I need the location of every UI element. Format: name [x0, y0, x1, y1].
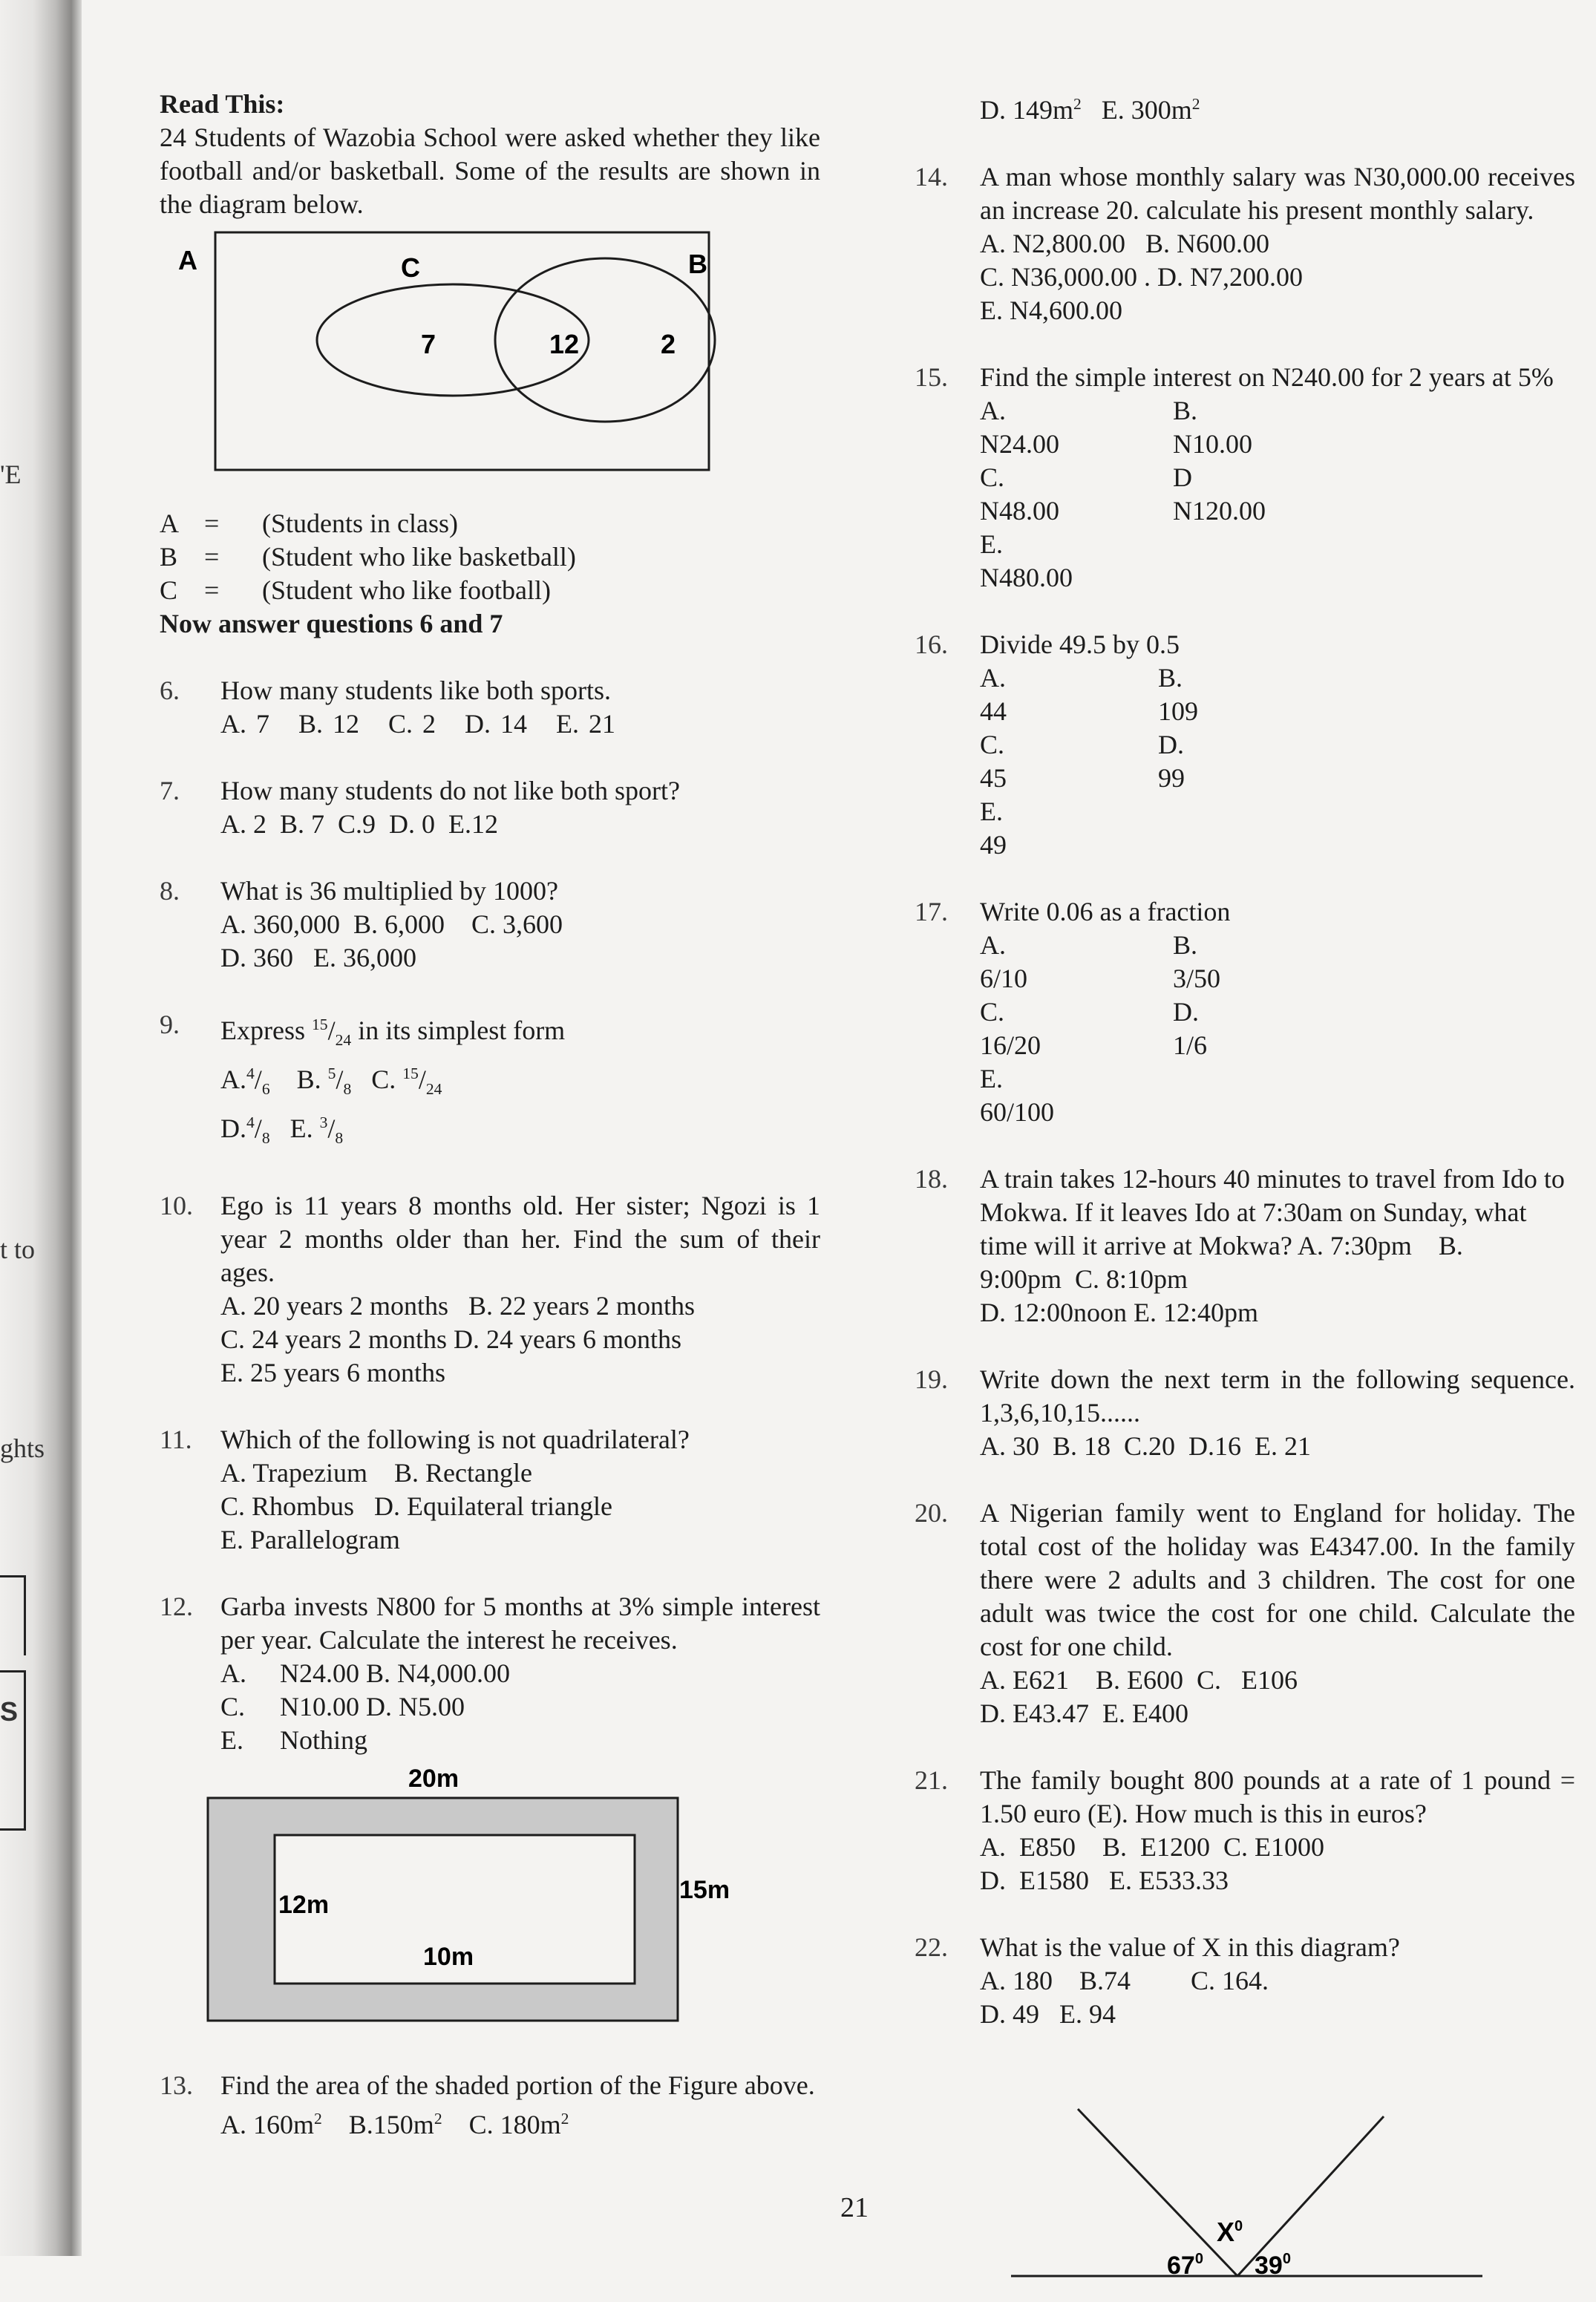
- option: N10.00: [280, 1691, 359, 1721]
- question-text: Which of the following is not quadrilateral?: [220, 1424, 690, 1454]
- outer-width-label: 20m: [408, 1764, 459, 1793]
- option: B. 6,000: [353, 909, 445, 939]
- option: D. E43.47: [980, 1698, 1089, 1728]
- option: A. 7: [220, 709, 269, 739]
- option: E1000: [1255, 1832, 1325, 1862]
- option-letter: A.: [980, 396, 1006, 425]
- option: D. Equilateral triangle: [374, 1491, 612, 1521]
- option-letter: C.: [980, 997, 1005, 1027]
- option: C. 3,600: [471, 909, 563, 939]
- option: E850: [1019, 1832, 1076, 1862]
- option: 16/20: [980, 1030, 1041, 1060]
- question-text: Find the area of the shaded portion of the Figure above.: [220, 2070, 815, 2100]
- left-ray: [1078, 2109, 1237, 2276]
- option-letter: D: [1173, 462, 1192, 492]
- option: C.9: [338, 809, 376, 839]
- option: B. 9:00pm: [980, 1231, 1463, 1294]
- fraction-denominator: 6: [261, 1080, 270, 1099]
- option: Nothing: [280, 1724, 368, 1755]
- superscript: 2: [1073, 95, 1082, 113]
- question-number: 9.: [160, 1010, 180, 1039]
- def-key: A: [160, 509, 179, 538]
- question-text: A train takes 12-hours 40 minutes to travel from Ido to Mokwa. If it leaves Ido at 7:30am on Sunday, what time will it arrive at Mokwa? A. 7:30pm: [980, 1164, 1565, 1260]
- option-letter: B.: [1173, 396, 1198, 425]
- option: E. 36,000: [313, 943, 416, 972]
- angle-39-label: $39^0$: [1255, 2251, 1291, 2280]
- def-eq: =: [204, 509, 220, 538]
- question-number: 7.: [160, 776, 180, 805]
- question-14: [915, 160, 1575, 327]
- venn-label-b: B: [688, 249, 707, 279]
- option: A. 30: [980, 1431, 1039, 1461]
- question-number: 15.: [915, 362, 948, 392]
- def-text: (Student who like football): [262, 575, 551, 605]
- fraction-denominator: 8: [261, 1129, 270, 1148]
- option: D. 360: [220, 943, 293, 972]
- inner-height-label: 12m: [278, 1890, 330, 1919]
- option: E. 21: [1255, 1431, 1312, 1461]
- instruction: Now answer questions 6 and 7: [160, 609, 503, 638]
- question-17: [915, 895, 1575, 1129]
- question-11: [160, 1423, 820, 1557]
- question-text: Write down the next term in the following sequence. 1,3,6,10,15......: [980, 1364, 1575, 1428]
- question-9: 9. Express $^{15}/_{24}$ in its simplest form $A.^4/_6$ B. $^5/_8$ C. $^{15}/_{24}$ $D.^4/_8$ E. $^3/_8$: [160, 1008, 820, 1156]
- margin-table-fragment-2: [0, 1670, 26, 1831]
- option: E.12: [448, 809, 499, 839]
- fraction-denominator: 8: [335, 1129, 344, 1148]
- definition-row: [160, 574, 820, 607]
- left-column: [160, 88, 820, 2175]
- question-number: 16.: [915, 630, 948, 659]
- question-8: [160, 874, 820, 975]
- option-letter: A.: [980, 1832, 1006, 1862]
- option: C. N36,000.00 .: [980, 262, 1151, 292]
- option: E. 94: [1059, 1999, 1116, 2029]
- option: N24.00: [980, 429, 1059, 459]
- question-text: The family bought 800 pounds at a rate of 1 pound = 1.50 euro (E). How much is this in euros?: [980, 1765, 1575, 1828]
- option: N48.00: [980, 496, 1059, 526]
- fraction-numerator: 4: [246, 1114, 255, 1132]
- option: C. 24 years 2 months: [220, 1324, 447, 1354]
- option: D. 49: [980, 1999, 1039, 2029]
- option: A. E621: [980, 1665, 1069, 1695]
- venn-rect-a: [215, 232, 709, 470]
- option-letter: D.: [1158, 730, 1184, 759]
- option-letter: B.: [1102, 1832, 1128, 1862]
- option-letter: C.: [220, 1691, 246, 1721]
- option: E. 21: [556, 709, 616, 739]
- margin-fragment-s: S: [0, 1696, 19, 1727]
- option: B.150m: [348, 2109, 434, 2139]
- option: C. 164.: [1191, 1966, 1269, 1995]
- option-letter: B.: [1173, 930, 1198, 960]
- option: D. N7,200.00: [1157, 262, 1304, 292]
- def-text: (Students in class): [262, 509, 458, 538]
- question-19: [915, 1363, 1575, 1463]
- option-letter: C.: [1223, 1832, 1249, 1862]
- fraction-numerator: 4: [246, 1065, 255, 1083]
- question-10: [160, 1189, 820, 1390]
- definition-row: [160, 507, 820, 540]
- question-number: 21.: [915, 1765, 948, 1795]
- option-letter: C.: [1197, 1665, 1222, 1695]
- option: A. N2,800.00: [980, 229, 1125, 258]
- option: B. 7: [280, 809, 325, 839]
- question-number: 14.: [915, 162, 948, 192]
- option: 45: [980, 763, 1007, 793]
- def-eq: =: [204, 575, 220, 605]
- option-letter: E.: [980, 1064, 1003, 1093]
- option-letter: E.: [980, 797, 1003, 826]
- option: N10.00: [1173, 429, 1252, 459]
- option: D. N5.00: [366, 1691, 465, 1721]
- def-key: C: [160, 575, 178, 605]
- question-12: [160, 1590, 820, 1757]
- venn-ellipse-b: [495, 258, 715, 422]
- option: 1/6: [1173, 1030, 1208, 1060]
- option: E1580: [1019, 1866, 1089, 1895]
- question-text: Find the simple interest on N240.00 for 2 years at 5%: [980, 362, 1554, 392]
- question-6: [160, 674, 820, 741]
- option-letter: B.: [1158, 663, 1183, 693]
- question-text: Divide 49.5 by 0.5: [980, 630, 1180, 659]
- option: A. Trapezium: [220, 1457, 367, 1488]
- option-letter: C.: [371, 1065, 396, 1095]
- option: B. N4,000.00: [366, 1658, 511, 1688]
- venn-label-a: A: [178, 245, 197, 275]
- option: 49: [980, 830, 1007, 860]
- page-spine-shadow: [0, 0, 82, 2256]
- option: B. 22 years 2 months: [468, 1290, 695, 1321]
- question-text: Garba invests N800 for 5 months at 3% simple interest per year. Calculate the interest he receives.: [220, 1591, 820, 1655]
- def-key: B: [160, 542, 178, 572]
- fraction-denominator: 8: [343, 1080, 352, 1099]
- question-text: A Nigerian family went to England for holiday. The total cost of the holiday was E4347.00. In the family there were 2 adults and 3 children. The cost for one adult was twice the cost for one child. Calculate the cost for one child.: [980, 1498, 1575, 1661]
- option: B.74: [1079, 1966, 1131, 1995]
- option: 3/50: [1173, 964, 1221, 993]
- question-text: Write 0.06 as a fraction: [980, 897, 1231, 926]
- superscript: 2: [314, 2109, 322, 2128]
- fraction-denominator: 24: [335, 1031, 352, 1050]
- option: N24.00: [280, 1658, 359, 1688]
- option-letter: A.: [980, 663, 1006, 693]
- question-21: [915, 1764, 1575, 1897]
- question-7: [160, 774, 820, 841]
- superscript: 2: [560, 2109, 569, 2128]
- option-letter: C.: [980, 462, 1005, 492]
- question-number: 12.: [160, 1591, 193, 1621]
- fraction-denominator: 24: [425, 1080, 442, 1099]
- option: B. 18: [1053, 1431, 1111, 1461]
- option-letter: D.: [220, 1114, 246, 1144]
- option-letter: D.: [1173, 997, 1199, 1027]
- angle-x-label: $X^0$: [1217, 2217, 1243, 2247]
- option: A. 2: [220, 809, 266, 839]
- venn-value-both: 12: [549, 329, 580, 359]
- option: D.16: [1188, 1431, 1242, 1461]
- option-letter: D.: [980, 1866, 1006, 1895]
- option: E106: [1241, 1665, 1298, 1695]
- question-number: 22.: [915, 1932, 948, 1962]
- option: 99: [1158, 763, 1185, 793]
- figure-22-angles: [915, 2079, 1575, 2302]
- option: N480.00: [980, 563, 1073, 592]
- angle-67-label: $67^0$: [1167, 2251, 1203, 2280]
- page-number: 21: [840, 2192, 869, 2223]
- def-eq: =: [204, 542, 220, 572]
- margin-fragment-e: 'E: [0, 460, 22, 489]
- option-letter: C.: [980, 730, 1005, 759]
- question-20: [915, 1497, 1575, 1730]
- venn-value-b-only: 2: [661, 329, 676, 359]
- option: 6/10: [980, 964, 1028, 993]
- option: C. 8:10pm: [1075, 1264, 1188, 1294]
- option-letter: A.: [980, 930, 1006, 960]
- option: E. N4,600.00: [980, 295, 1122, 325]
- option: E. 25 years 6 months: [220, 1357, 445, 1387]
- definition-row: [160, 540, 820, 574]
- venn-value-c-only: 7: [421, 329, 436, 359]
- outer-height-label: 15m: [679, 1875, 730, 1904]
- option-letter: E.: [1109, 1866, 1132, 1895]
- question-number: 6.: [160, 676, 180, 705]
- question-text: How many students like both sports.: [220, 676, 611, 705]
- superscript: 2: [1191, 95, 1200, 113]
- option: B. E600: [1096, 1665, 1184, 1695]
- fraction-numerator: 15: [311, 1016, 328, 1033]
- question-text: What is 36 multiplied by 1000?: [220, 876, 558, 906]
- question-number: 11.: [160, 1424, 192, 1454]
- option: A. 20 years 2 months: [220, 1290, 448, 1321]
- option-letter: E.: [220, 1724, 243, 1755]
- fraction-numerator: 5: [327, 1065, 336, 1083]
- question-text-tail: in its simplest form: [358, 1016, 566, 1045]
- option: B. N600.00: [1145, 229, 1270, 258]
- option: A. 360,000: [220, 909, 340, 939]
- question-number: 19.: [915, 1364, 948, 1394]
- superscript: 2: [434, 2109, 442, 2128]
- question-number: 17.: [915, 897, 948, 926]
- option: C. 2: [388, 709, 436, 739]
- option: N120.00: [1173, 496, 1266, 526]
- question-15: [915, 361, 1575, 595]
- venn-label-c: C: [401, 252, 420, 283]
- option: C. 180m: [468, 2109, 561, 2139]
- read-this-text: 24 Students of Wazobia School were asked whether they like football and/or basketball. Some of the results are shown in the diagram below.: [160, 122, 820, 219]
- venn-definitions: [160, 507, 820, 607]
- question-text: Ego is 11 years 8 months old. Her sister; Ngozi is 1 year 2 months older than her. Find the sum of their ages.: [220, 1190, 820, 1287]
- option: E1200: [1140, 1832, 1211, 1862]
- option: D. 24 years 6 months: [453, 1324, 681, 1354]
- question-16: [915, 628, 1575, 862]
- fraction-numerator: 3: [319, 1114, 328, 1132]
- margin-fragment-t-to: t to: [0, 1235, 36, 1264]
- figure-13-rectangles: [160, 1757, 820, 2054]
- option-letter: E.: [290, 1114, 313, 1144]
- question-number: 13.: [160, 2070, 193, 2100]
- option: D. 0: [389, 809, 436, 839]
- option: 44: [980, 696, 1007, 726]
- option-letter: B.: [296, 1065, 321, 1095]
- question-text: Express: [220, 1016, 305, 1045]
- margin-table-fragment: [0, 1575, 26, 1655]
- question-number: 8.: [160, 876, 180, 906]
- option-letter: E.: [980, 529, 1003, 559]
- venn-ellipse-c: [317, 284, 589, 396]
- option: C. Rhombus: [220, 1491, 355, 1521]
- option-letter: A.: [220, 1065, 246, 1095]
- option: A. 180: [980, 1966, 1053, 1995]
- venn-diagram: [160, 221, 820, 507]
- option: C.20: [1124, 1431, 1176, 1461]
- question-13-continued: [915, 88, 1575, 127]
- option: D. 149m: [980, 95, 1073, 125]
- question-18: [915, 1163, 1575, 1330]
- read-this-heading: Read This:: [160, 89, 285, 119]
- question-22: [915, 1931, 1575, 2031]
- fraction-numerator: 15: [402, 1065, 419, 1083]
- option: D. 12:00noon: [980, 1298, 1127, 1327]
- option: B. 12: [298, 709, 360, 739]
- question-text: A man whose monthly salary was N30,000.00 receives an increase 20. calculate his present monthly salary.: [980, 162, 1575, 225]
- option: E. 12:40pm: [1134, 1298, 1258, 1327]
- question-text: What is the value of X in this diagram?: [980, 1932, 1400, 1962]
- option: E. 300m: [1101, 95, 1192, 125]
- right-column: [915, 88, 1575, 2302]
- option: D. 14: [465, 709, 528, 739]
- option: E. E400: [1102, 1698, 1188, 1728]
- option: E. Parallelogram: [220, 1524, 400, 1554]
- margin-fragment-ghts: ghts: [0, 1433, 45, 1463]
- def-text: (Student who like basketball): [262, 542, 576, 572]
- option: 60/100: [980, 1097, 1055, 1127]
- option: 109: [1158, 696, 1198, 726]
- question-number: 18.: [915, 1164, 948, 1194]
- option: B. Rectangle: [394, 1457, 532, 1488]
- option: A. 160m: [220, 2109, 314, 2139]
- question-13: [160, 2069, 820, 2142]
- option: E533.33: [1139, 1866, 1229, 1895]
- question-text: How many students do not like both sport?: [220, 776, 680, 805]
- question-number: 10.: [160, 1190, 193, 1220]
- option-letter: A.: [220, 1658, 246, 1688]
- inner-width-label: 10m: [423, 1942, 474, 1971]
- question-number: 20.: [915, 1498, 948, 1528]
